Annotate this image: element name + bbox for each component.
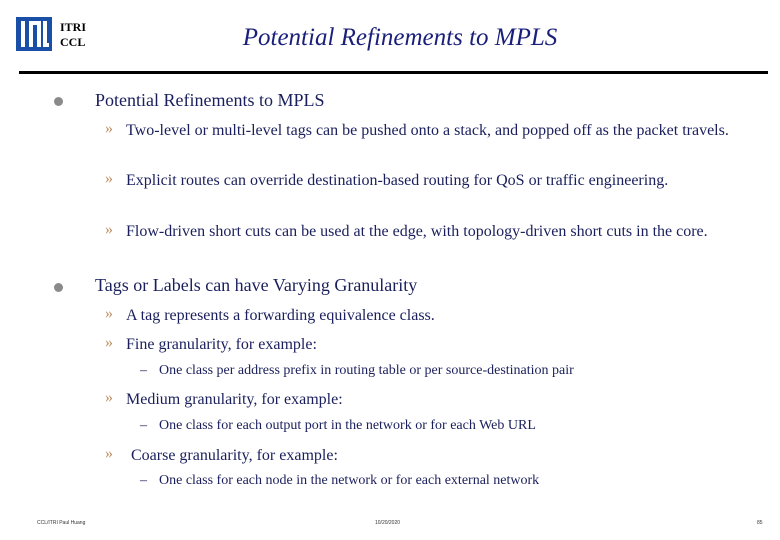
bullet-1-sub-2: Explicit routes can override destination-based routing for QoS or traffic engineering.: [126, 172, 669, 189]
bullet-1: Potential Refinements to MPLS: [95, 90, 325, 110]
org-line-2: CCL: [60, 35, 86, 49]
sub-bullet-chevron: »: [105, 389, 113, 406]
detail-dash: –: [140, 363, 147, 378]
sub-bullet-chevron: »: [105, 445, 113, 462]
sub-bullet-chevron: »: [105, 120, 113, 137]
title-divider: [19, 71, 768, 74]
detail-dash: –: [140, 473, 147, 488]
sub-bullet-chevron: »: [105, 305, 113, 322]
sub-bullet-chevron: »: [105, 221, 113, 238]
bullet-2-sub-2-detail: One class per address prefix in routing table or per source-destination pair: [159, 363, 574, 378]
footer-page-number: 85: [757, 520, 763, 526]
footer-author: CCL/ITRI Paul Huang: [37, 520, 86, 526]
detail-dash: –: [140, 418, 147, 433]
sub-bullet-chevron: »: [105, 334, 113, 351]
bullet-2-sub-4-detail: One class for each node in the network or for each external network: [159, 473, 540, 488]
bullet-dot: [54, 283, 63, 292]
bullet-2-sub-4: Coarse granularity, for example:: [131, 447, 338, 464]
bullet-2-sub-1: A tag represents a forwarding equivalence class.: [126, 307, 435, 324]
bullet-2-sub-3-detail: One class for each output port in the network or for each Web URL: [159, 418, 536, 433]
bullet-2: Tags or Labels can have Varying Granularity: [95, 275, 418, 295]
footer-date: 10/20/2020: [375, 520, 401, 526]
bullet-2-sub-2: Fine granularity, for example:: [126, 336, 317, 353]
bullet-1-sub-1: Two-level or multi-level tags can be pushed onto a stack, and popped off as the packet travels.: [126, 122, 729, 139]
bullet-2-sub-3: Medium granularity, for example:: [126, 391, 343, 408]
bullet-dot: [54, 97, 63, 106]
org-line-1: ITRI: [60, 20, 87, 34]
bullet-1-sub-3: Flow-driven short cuts can be used at the edge, with topology-driven short cuts in the core.: [126, 223, 708, 240]
sub-bullet-chevron: »: [105, 170, 113, 187]
slide-title: Potential Refinements to MPLS: [242, 24, 558, 51]
